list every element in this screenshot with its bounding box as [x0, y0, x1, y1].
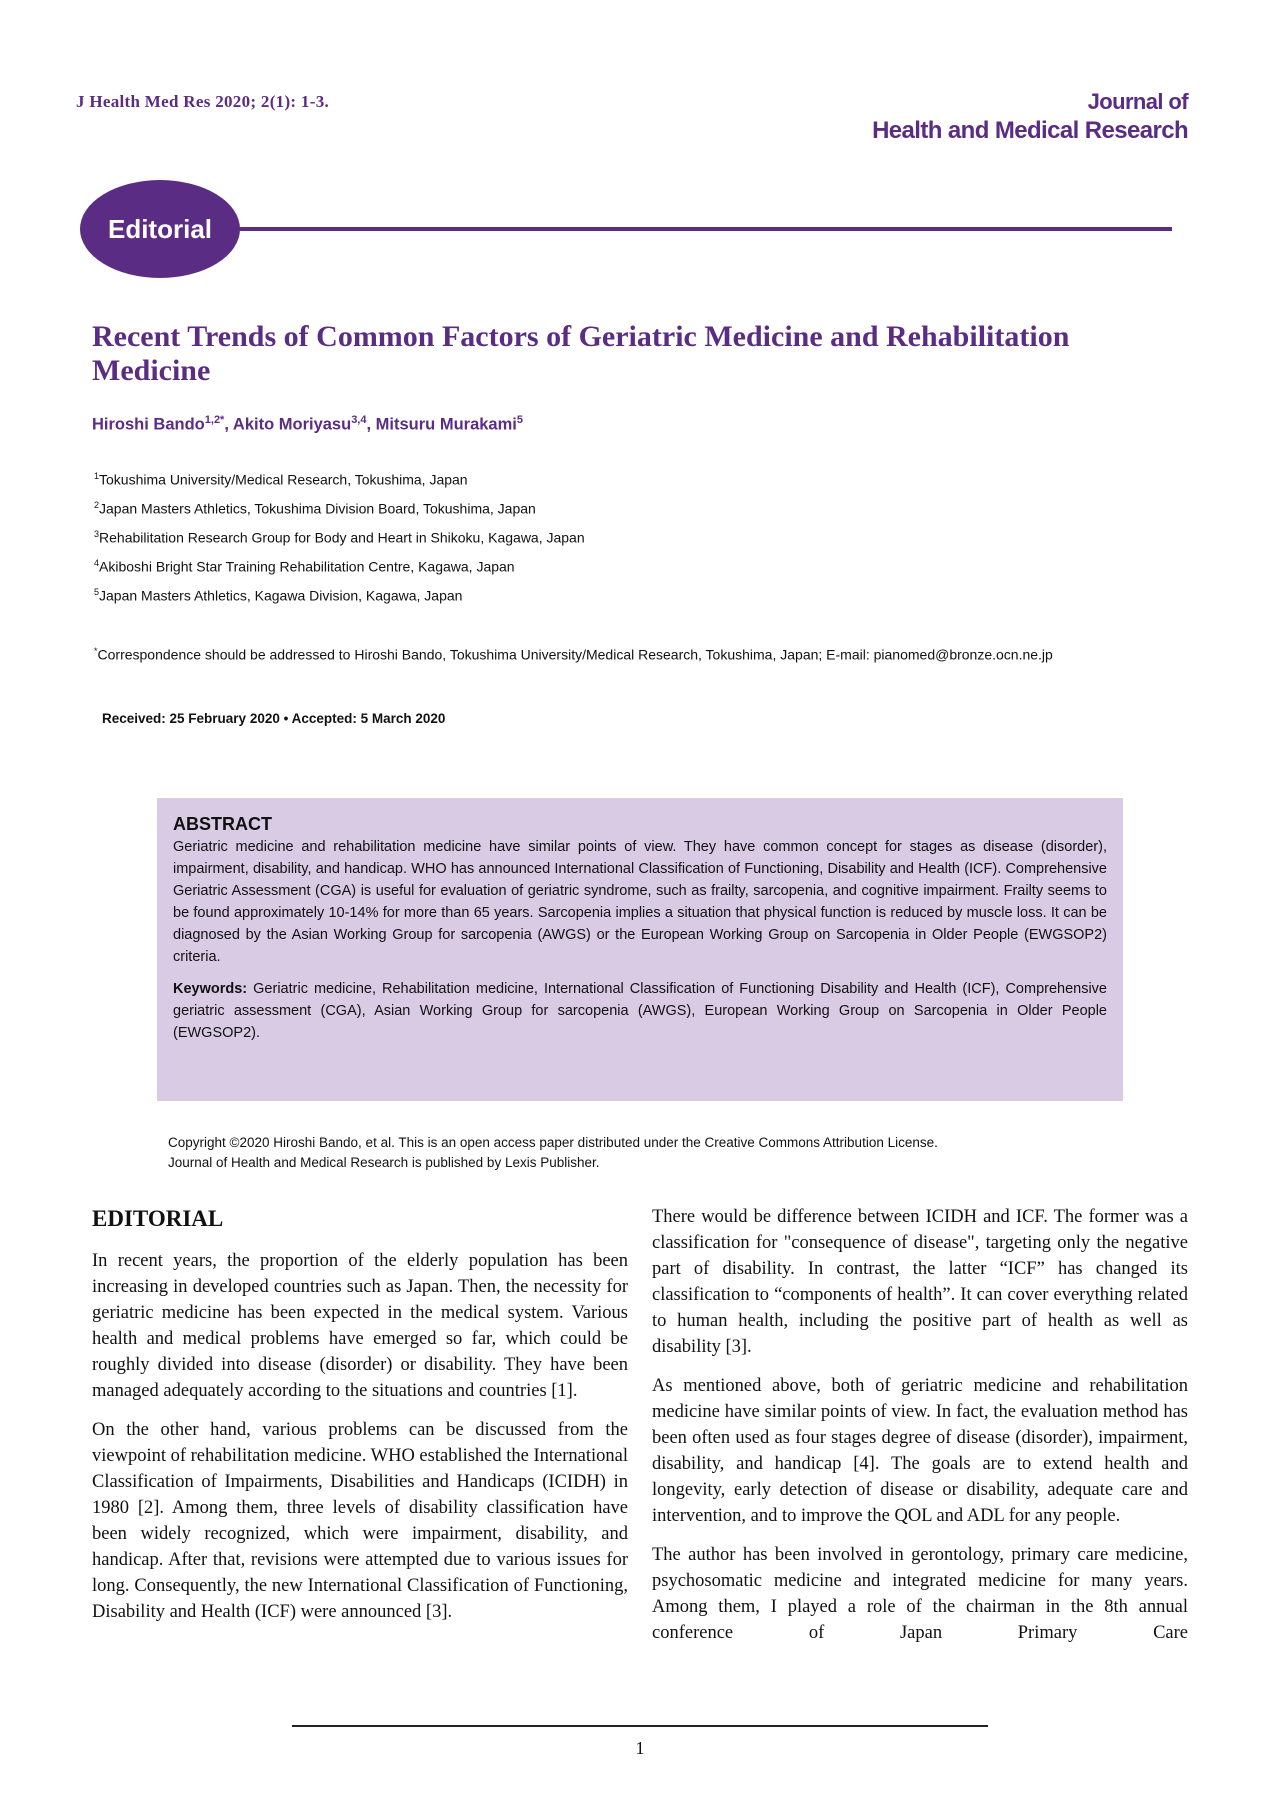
affiliation-item: $^1$Tokushima University/Medical Research, Tokushima, Japan: [94, 471, 468, 488]
author-affiliation-marker: 3,4: [351, 414, 367, 426]
author-separator: ,: [224, 415, 233, 434]
footer-divider: [292, 1725, 988, 1727]
copyright-line: Copyright ©2020 Hiroshi Bando, et al. This is an open access paper distributed under the Creative Commons Attribution License.: [168, 1135, 938, 1150]
body-paragraph: On the other hand, various problems can be discussed from the viewpoint of rehabilitation medicine. WHO established the International Classification of Impairments, Disabilities and Handicaps (ICIDH) in 1980 [2]. Among them, three levels of disability classification have been widely recognized, which were impairment, disability, and handicap. After that, revisions were attempted due to various issues for long. Consequently, the new International Classification of Functioning, Disability and Health (ICF) were announced [3].: [92, 1420, 629, 1622]
submission-dates: Received: 25 February 2020 • Accepted: 5 March 2020: [102, 711, 446, 726]
affiliation-item: $^3$Rehabilitation Research Group for Body and Heart in Shikoku, Kagawa, Japan: [94, 529, 585, 546]
correspondence-marker: *: [94, 646, 98, 656]
journal-logo: [872, 88, 1188, 146]
keywords: [173, 978, 1107, 1044]
author-name: Mitsuru Murakami: [375, 415, 517, 434]
affiliation-list: [94, 466, 585, 611]
author-name: Hiroshi Bando: [92, 415, 205, 434]
abstract-text: Geriatric medicine and rehabilitation medicine have similar points of view. They have common concept for stages as disease (disorder), impairment, disability, and handicap. WHO has announced International Classification of Functioning, Disability and Health (ICF). Comprehensive Geriatric Assessment (CGA) is useful for evaluation of geriatric syndrome, such as frailty, sarcopenia, and cognitive impairment. Frailty seems to be found approximately 10-14% for more than 65 years. Sarcopenia implies a situation that physical function is reduced by muscle loss. It can be diagnosed by the Asian Working Group for sarcopenia (AWGS) or the European Working Group on Sarcopenia in Older People (EWGSOP2) criteria.: [173, 839, 1107, 965]
article-type-badge: [80, 180, 240, 278]
author-affiliation-marker: 5: [516, 414, 523, 426]
author-affiliation-marker: 1,2*: [204, 414, 225, 426]
author-list: [92, 414, 523, 435]
copyright-notice: [168, 1133, 1128, 1173]
body-column-right: [652, 1204, 1188, 1646]
abstract-heading: ABSTRACT: [173, 814, 272, 834]
journal-citation: J Health Med Res 2020; 2(1): 1-3.: [76, 92, 330, 111]
body-paragraph: In recent years, the proportion of the elderly population has been increasing in developed countries such as Japan. Then, the necessity for geriatric medicine has been expected in the medical system. Various health and medical problems have emerged so far, which could be roughly divided into disease (disorder) or disability. They have been managed adequately according to the situations and countries [1].: [92, 1251, 628, 1401]
body-paragraph: There would be difference between ICIDH and ICF. The former was a classification for "consequence of disease", targeting only the negative part of disability. In contrast, the latter “ICF” has changed its classification to “components of health”. It can cover everything related to human health, including the positive part of health as well as disability [3].: [652, 1207, 1188, 1357]
section-heading: EDITORIAL: [92, 1206, 224, 1231]
journal-logo-line2: Health and Medical Research: [872, 117, 1188, 144]
affiliation-item: $^2$Japan Masters Athletics, Tokushima Division Board, Tokushima, Japan: [94, 500, 536, 517]
publisher-line: Journal of Health and Medical Research is published by Lexis Publisher.: [168, 1155, 600, 1170]
body-paragraph: The author has been involved in gerontology, primary care medicine, psychosomatic medicine and integrated medicine for many years. Among them, I played a role of the chairman in the 8th annual conference of Japan Primary Care: [652, 1545, 1188, 1643]
article-type-label: Editorial: [107, 213, 212, 244]
article-title: Recent Trends of Common Factors of Geriatric Medicine and Rehabilitation Medicine: [92, 320, 1070, 387]
keywords-text: Geriatric medicine, Rehabilitation medicine, International Classification of Functioning Disability and Health (ICF), Comprehensive geriatric assessment (CGA), Asian Working Group for sarcopenia (AWGS), European Working Group on Sarcopenia in Older People (EWGSOP2).: [173, 981, 1108, 1041]
correspondence-note: [94, 641, 1146, 665]
page-number: 1: [635, 1738, 645, 1758]
keywords-label: Keywords:: [173, 981, 248, 997]
body-paragraph: As mentioned above, both of geriatric medicine and rehabilitation medicine have similar points of view. In fact, the evaluation method has been often used as four stages degree of disease (disorder), impairment, disability, and handicap [4]. The goals are to extend health and longevity, early detection of disease or disability, adequate care and intervention, and to improve the QOL and ADL for any people.: [652, 1376, 1188, 1526]
author-name: Akito Moriyasu: [232, 415, 352, 434]
body-column-left: [92, 1204, 628, 1638]
affiliation-item: $^5$Japan Masters Athletics, Kagawa Division, Kagawa, Japan: [94, 587, 463, 604]
abstract-box: [157, 798, 1123, 1101]
author-separator: ,: [366, 415, 376, 434]
header-divider: [232, 227, 1172, 231]
correspondence-text: Correspondence should be addressed to Hiroshi Bando, Tokushima University/Medical Research, Tokushima, Japan; E-mail: pianomed@bronze.ocn.ne.jp: [97, 646, 1053, 663]
journal-logo-line1: Journal of: [1087, 89, 1188, 114]
affiliation-item: $^4$Akiboshi Bright Star Training Rehabilitation Centre, Kagawa, Japan: [94, 558, 515, 575]
